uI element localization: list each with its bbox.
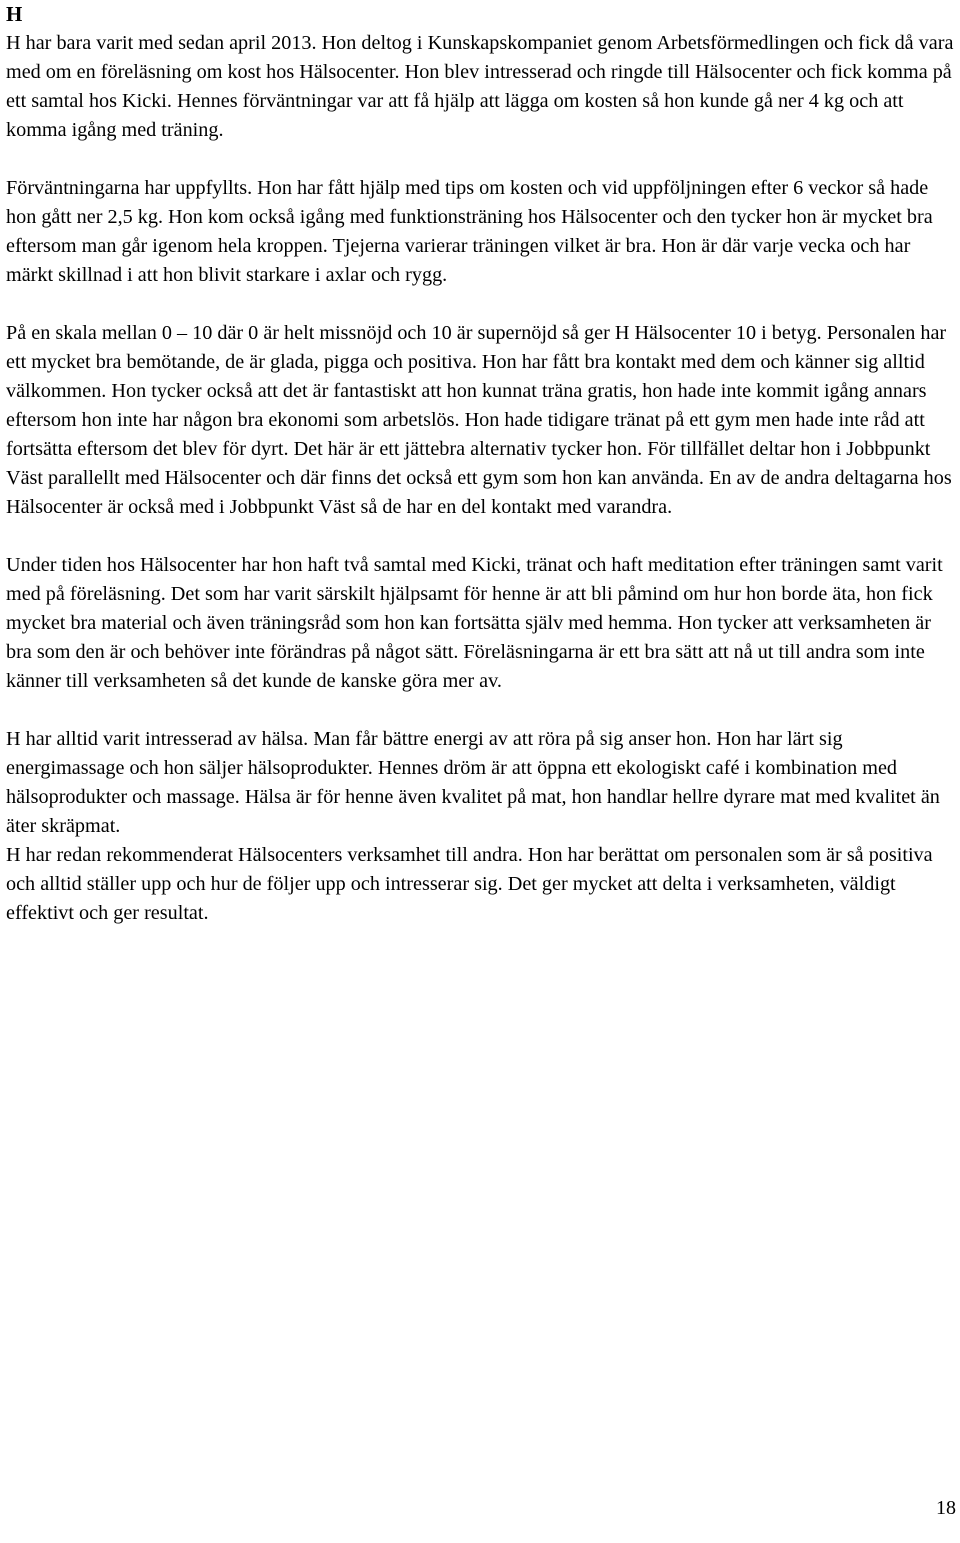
document-page bbox=[6, 0, 956, 957]
paragraph-intro: H har bara varit med sedan april 2013. Hon deltog i Kunskapskompaniet genom Arbetsförmedlingen och fick då vara med om en föreläsning om kost hos Hälsocenter. Hon blev intresserad och ringde till Hälsocenter och fick komma på ett samtal hos Kicki. Hennes förväntningar var att få hjälp att lägga om kosten så hon kunde gå ner 4 kg och att komma igång med träning. bbox=[6, 32, 954, 141]
paragraph-recommendation: H har redan rekommenderat Hälsocenters verksamhet till andra. Hon har berättat om personalen som är så positiva och alltid ställer upp och hur de följer upp och intresserar sig. Det ger mycket att delta i verksamheten, väldigt effektivt och ger resultat. bbox=[6, 844, 933, 924]
paragraph-activities: Under tiden hos Hälsocenter har hon haft två samtal med Kicki, tränat och haft meditation efter träningen samt varit med på föreläsning. Det som har varit särskilt hjälpsamt för henne är att bli påmind om hur hon borde äta, hon fick mycket bra material och även träningsråd som hon kan fortsätta själv med hemma. Hon tycker att verksamheten är bra som den är och behöver inte förändras på något sätt. Föreläsningarna är ett bra sätt att nå ut till andra som inte känner till verksamheten så det kunde de kanske göra mer av. bbox=[6, 554, 943, 692]
section-heading: H bbox=[6, 2, 23, 26]
paragraph-interests: H har alltid varit intresserad av hälsa. Man får bättre energi av att röra på sig anser hon. Hon har lärt sig energimassage och hon säljer hälsoprodukter. Hennes dröm är att öppna ett ekologiskt café i kombination med hälsoprodukter och massage. Hälsa är för henne även kvalitet på mat, hon handlar hellre dyrare mat med kvalitet än äter skräpmat. bbox=[6, 728, 940, 837]
paragraph-rating: På en skala mellan 0 – 10 där 0 är helt missnöjd och 10 är supernöjd så ger H Hälsocenter 10 i betyg. Personalen har ett mycket bra bemötande, de är glada, pigga och positiva. Hon har fått bra kontakt med dem och känner sig alltid välkommen. Hon tycker också att det är fantastiskt att hon kunnat träna gratis, hon hade inte kommit igång annars eftersom hon inte har någon bra ekonomi som arbetslös. Hon hade tidigare tränat på ett gym men hade inte råd att fortsätta eftersom det blev för dyrt. Det här är ett jättebra alternativ tycker hon. För tillfället deltar hon i Jobbpunkt Väst parallellt med Hälsocenter och där finns det också ett gym som hon kan använda. En av de andra deltagarna hos Hälsocenter är också med i Jobbpunkt Väst så de har en del kontakt med varandra. bbox=[6, 322, 952, 518]
paragraph-expectations: Förväntningarna har uppfyllts. Hon har fått hjälp med tips om kosten och vid uppföljningen efter 6 veckor så hade hon gått ner 2,5 kg. Hon kom också igång med funktionsträning hos Hälsocenter och den tycker hon är mycket bra eftersom man går igenom hela kroppen. Tjejerna varierar träningen vilket är bra. Hon är där varje vecka och har märkt skillnad i att hon blivit starkare i axlar och rygg. bbox=[6, 177, 933, 286]
page-number: 18 bbox=[936, 1497, 956, 1519]
